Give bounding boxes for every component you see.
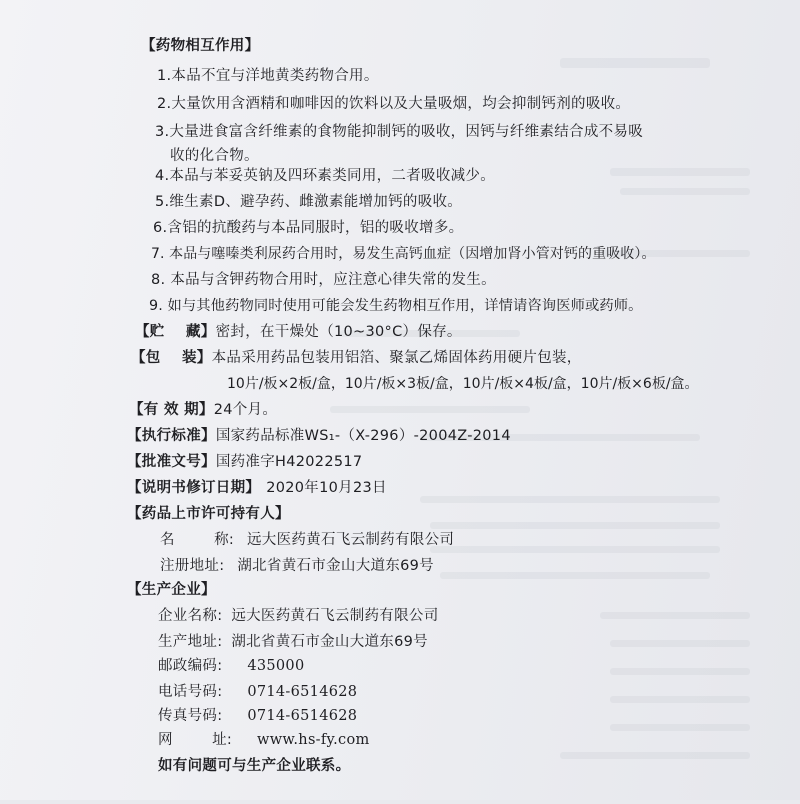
interaction-item-3-cont: 收的化合物。 xyxy=(170,148,259,164)
package-label: 【包 装】 xyxy=(131,350,212,366)
manufacturer-postcode-value: 435000 xyxy=(247,658,305,674)
manufacturer-name-row xyxy=(158,606,439,626)
interaction-item-7: 7. 本品与噻嗪类利尿药合用时，易发生高钙血症（因增加肾小管对钙的重吸收）。 xyxy=(151,246,656,262)
manufacturer-heading: 【生产企业】 xyxy=(127,582,216,598)
holder-address-row xyxy=(160,556,434,576)
storage-row xyxy=(135,322,462,342)
approval-label: 【批准文号】 xyxy=(127,454,216,470)
interaction-item-2: 2.大量饮用含酒精和咖啡因的饮料以及大量吸烟，均会抑制钙剂的吸收。 xyxy=(157,96,631,112)
manufacturer-web-label: 网 址: xyxy=(158,732,233,748)
standard-row xyxy=(127,426,511,446)
holder-address-label: 注册地址: xyxy=(160,558,225,574)
interaction-item-5: 5.维生素D、避孕药、雌激素能增加钙的吸收。 xyxy=(155,194,463,210)
manufacturer-name-value: 远大医药黄石飞云制药有限公司 xyxy=(231,608,439,624)
manufacturer-postcode-label: 邮政编码: xyxy=(158,658,223,674)
revision-label: 【说明书修订日期】 xyxy=(127,480,261,496)
interaction-item-9: 9. 如与其他药物同时使用可能会发生药物相互作用，详情请咨询医师或药师。 xyxy=(149,298,643,314)
validity-value: 24个月。 xyxy=(213,402,278,418)
holder-name-row xyxy=(160,530,454,550)
interaction-item-6: 6.含铝的抗酸药与本品同服时，铝的吸收增多。 xyxy=(153,220,464,236)
approval-value: 国药准字H42022517 xyxy=(215,454,363,470)
contact-note: 如有问题可与生产企业联系。 xyxy=(158,758,351,774)
validity-row xyxy=(129,400,277,420)
validity-label: 【有 效 期】 xyxy=(129,402,214,418)
interaction-item-4: 4.本品与苯妥英钠及四环素类同用，二者吸收减少。 xyxy=(155,168,496,184)
manufacturer-fax-value: 0714-6514628 xyxy=(247,708,358,724)
interaction-item-3: 3.大量进食富含纤维素的食物能抑制钙的吸收，因钙与纤维素结合成不易吸 xyxy=(155,124,644,140)
manufacturer-web-value: www.hs-fy.com xyxy=(256,732,370,748)
manufacturer-phone-value: 0714-6514628 xyxy=(247,684,358,700)
manufacturer-phone-label: 电话号码: xyxy=(158,684,223,700)
manufacturer-address-value: 湖北省黄石市金山大道东69号 xyxy=(231,634,428,650)
interaction-item-1: 1.本品不宜与洋地黄类药物合用。 xyxy=(157,68,379,84)
standard-value: 国家药品标准WS₁-（X-296）-2004Z-2014 xyxy=(215,428,511,444)
holder-address-value: 湖北省黄石市金山大道东69号 xyxy=(237,558,434,574)
manufacturer-address-label: 生产地址: xyxy=(158,634,223,650)
storage-value: 密封，在干燥处（10~30°C）保存。 xyxy=(215,324,462,340)
manufacturer-name-label: 企业名称: xyxy=(158,608,223,624)
approval-row xyxy=(127,452,362,472)
revision-row xyxy=(127,478,387,498)
interaction-item-8: 8. 本品与含钾药物合用时，应注意心律失常的发生。 xyxy=(151,272,496,288)
package-value-2: 10片/板×2板/盒，10片/板×3板/盒，10片/板×4板/盒，10片/板×6板/盒。 xyxy=(227,376,699,392)
storage-label: 【贮 藏】 xyxy=(135,324,216,340)
holder-heading: 【药品上市许可持有人】 xyxy=(127,506,290,522)
holder-name-value: 远大医药黄石飞云制药有限公司 xyxy=(246,532,455,548)
manufacturer-address-row xyxy=(158,632,428,652)
revision-value: 2020年10月23日 xyxy=(266,480,387,496)
package-row xyxy=(131,348,582,368)
manufacturer-phone-row xyxy=(158,682,357,702)
interactions-heading: 【药物相互作用】 xyxy=(141,38,260,54)
manufacturer-postcode-row xyxy=(158,656,304,676)
package-value-1: 本品采用药品包装用铝箔、聚氯乙烯固体药用硬片包装， xyxy=(211,350,582,366)
standard-label: 【执行标准】 xyxy=(127,428,216,444)
holder-name-label: 名 称: xyxy=(160,532,235,548)
manufacturer-fax-row xyxy=(158,706,357,726)
manufacturer-web-row xyxy=(158,730,370,750)
manufacturer-fax-label: 传真号码: xyxy=(158,708,223,724)
